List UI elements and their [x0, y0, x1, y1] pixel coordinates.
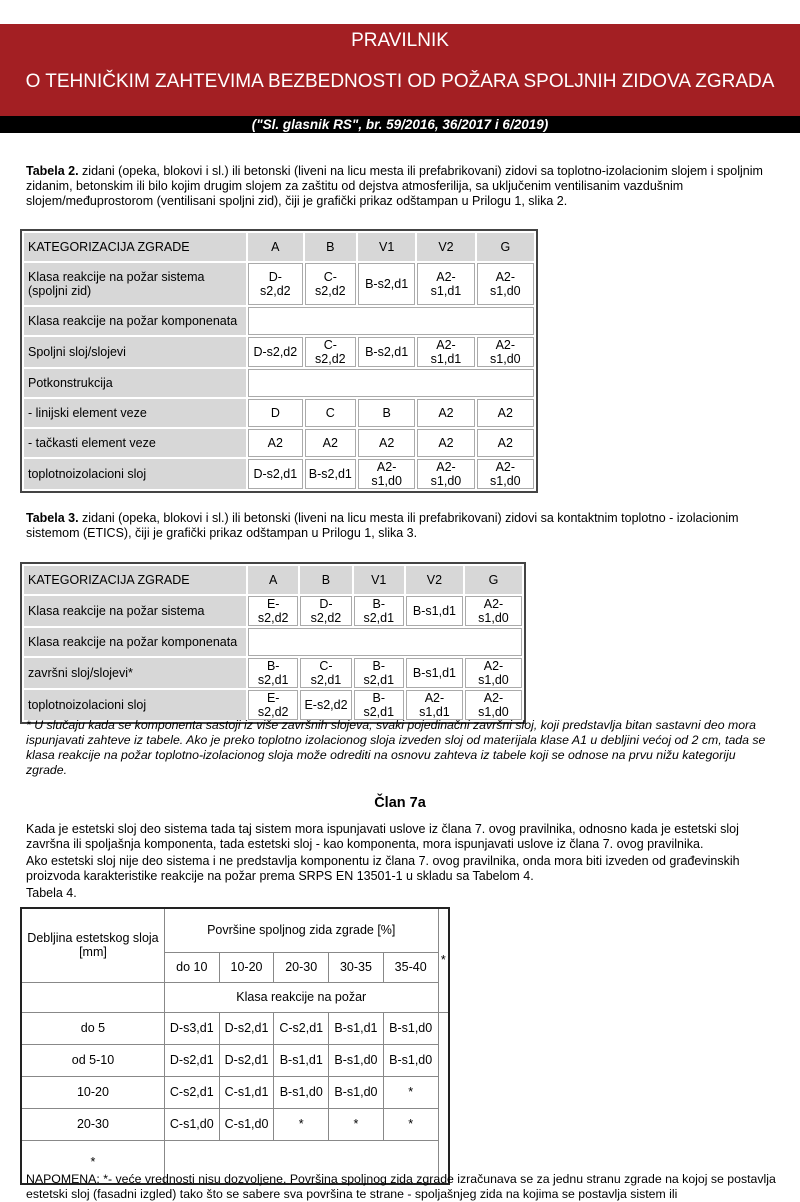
value-cell: *: [329, 1108, 384, 1140]
value-cell: E-s2,d2: [300, 690, 351, 720]
table4-col-4: 35-40: [383, 952, 438, 982]
table3: [20, 562, 526, 724]
value-cell: D- s2,d2: [248, 263, 303, 305]
value-cell: A2: [477, 399, 534, 427]
value-cell: C: [305, 399, 356, 427]
table-row: [24, 429, 534, 457]
value-cell: B-s2,d1: [305, 459, 356, 489]
header-category: KATEGORIZACIJA ZGRADE: [24, 566, 246, 594]
row-label: - tačkasti element veze: [24, 429, 246, 457]
row-label: završni sloj/slojevi*: [24, 658, 246, 688]
document-title: PRAVILNIK: [351, 30, 449, 51]
header-col-2: B: [300, 566, 351, 594]
row-label: Spoljni sloj/slojevi: [24, 337, 246, 367]
value-cell: B-s2,d1: [358, 263, 415, 305]
value-cell: A2: [417, 399, 474, 427]
row-label: Potkonstrukcija: [24, 369, 246, 397]
document-subtitle: O TEHNIČKIM ZAHTEVIMA BEZBEDNOSTI OD POŽARA SPOLJNIH ZIDOVA ZGRADA: [25, 71, 775, 92]
table-row: [24, 690, 522, 720]
header-col-5: G: [465, 566, 522, 594]
value-cell: B-s1,d0: [329, 1044, 384, 1076]
value-cell: A2: [477, 429, 534, 457]
table4-col-0: do 10: [164, 952, 219, 982]
row-label: *: [21, 1140, 164, 1184]
value-cell: C-s2,d2: [305, 263, 356, 305]
table-row: [24, 263, 534, 305]
table2-caption-label: Tabela 2.: [26, 164, 79, 178]
header-col-5: G: [477, 233, 534, 261]
blank-cell: [248, 307, 534, 335]
table3-caption-label: Tabela 3.: [26, 511, 79, 525]
value-cell: D-s2,d1: [219, 1044, 274, 1076]
row-label: 10-20: [21, 1076, 164, 1108]
value-cell: A2: [358, 429, 415, 457]
header-banner: [0, 24, 800, 116]
value-cell: *: [274, 1108, 329, 1140]
header-col-1: A: [248, 233, 303, 261]
value-cell: B-s1,d0: [383, 1044, 438, 1076]
value-cell: C-s1,d1: [219, 1076, 274, 1108]
blank-cell: [248, 628, 522, 656]
table-row: [21, 1108, 449, 1140]
value-cell: B-s2,d1: [358, 337, 415, 367]
value-cell: B-s2,d1: [354, 658, 404, 688]
value-cell: A2-s1,d0: [417, 459, 474, 489]
table-row: [21, 1012, 449, 1044]
table4-group-header: Površine spoljnog zida zgrade [%]: [164, 908, 438, 952]
table4-side-mark: *: [438, 908, 449, 1012]
value-cell: B-s1,d1: [274, 1044, 329, 1076]
value-cell: B-s1,d1: [329, 1012, 384, 1044]
gazette-reference: ("Sl. glasnik RS", br. 59/2016, 36/2017 i 6/2019): [0, 116, 800, 133]
row-label: - linijski element veze: [24, 399, 246, 427]
value-cell: A2-s1,d1: [417, 337, 474, 367]
value-cell: E-s2,d2: [248, 690, 298, 720]
value-cell: D-s2,d2: [300, 596, 351, 626]
value-cell: B-s2,d1: [354, 596, 404, 626]
value-cell: A2: [248, 429, 303, 457]
value-cell: A2-s1,d1: [417, 263, 474, 305]
table-row: [24, 399, 534, 427]
row-label: toplotnoizolacioni sloj: [24, 690, 246, 720]
table4-col-2: 20-30: [274, 952, 329, 982]
table2: [20, 229, 538, 493]
row-label: toplotnoizolacioni sloj: [24, 459, 246, 489]
table4-col-1: 10-20: [219, 952, 274, 982]
row-label: Klasa reakcije na požar sistema: [24, 596, 246, 626]
value-cell: A2-s1,d0: [465, 690, 522, 720]
table-row: [24, 628, 522, 656]
value-cell: D-s2,d1: [164, 1044, 219, 1076]
table-row: [21, 1076, 449, 1108]
table3-caption-text: zidani (opeka, blokovi i sl.) ili betonski (liveni na licu mesta ili prefabrikovani) zidovi sa kontaktnim toplotno - izolacionim sistemom (ETICS), čiji je grafički prikaz odštampan u Prilogu 1, slika 3.: [26, 511, 739, 540]
value-cell: A2-s1,d0: [477, 263, 534, 305]
table4-row-header: Debljina estetskog sloja [mm]: [21, 908, 164, 982]
value-cell: C-s1,d0: [164, 1108, 219, 1140]
value-cell: C-s2,d2: [305, 337, 356, 367]
article-paragraph-1: Kada je estetski sloj deo sistema tada taj sistem mora ispunjavati uslove iz člana 7. ovog pravilnika, odnosno kada je estetski sloj završna ili spoljašnja komponenta, tada estetski sloj - kao komponenta, mora ispunjavati uslove iz člana 7. ovog pravilnika.: [26, 822, 739, 851]
value-cell: B-s2,d1: [354, 690, 404, 720]
value-cell: A2-s1,d0: [477, 459, 534, 489]
row-label: Klasa reakcije na požar komponenata: [24, 628, 246, 656]
row-label: od 5-10: [21, 1044, 164, 1076]
row-label: Klasa reakcije na požar sistema (spoljni zid): [24, 263, 246, 305]
value-cell: A2-s1,d0: [477, 337, 534, 367]
value-cell: C-s2,d1: [274, 1012, 329, 1044]
row-label: Klasa reakcije na požar komponenata: [24, 307, 246, 335]
row-label: do 5: [21, 1012, 164, 1044]
value-cell: D: [248, 399, 303, 427]
table-row: [24, 369, 534, 397]
table4-title: Tabela 4.: [26, 886, 77, 900]
value-cell: D-s2,d1: [248, 459, 303, 489]
value-cell: E-s2,d2: [248, 596, 298, 626]
value-cell: B-s2,d1: [248, 658, 298, 688]
table4-blank: [21, 982, 164, 1012]
row-label: 20-30: [21, 1108, 164, 1140]
value-cell: B-s1,d1: [406, 658, 463, 688]
blank-cell: [248, 369, 534, 397]
table-row: [21, 1044, 449, 1076]
table-row: [24, 658, 522, 688]
table4: [20, 907, 450, 1185]
header-col-3: V1: [354, 566, 404, 594]
value-cell: B-s1,d1: [406, 596, 463, 626]
value-cell: A2: [417, 429, 474, 457]
value-cell: C-s2,d1: [300, 658, 351, 688]
value-cell: C-s2,d1: [164, 1076, 219, 1108]
article-heading: Član 7a: [374, 795, 426, 811]
header-category: KATEGORIZACIJA ZGRADE: [24, 233, 246, 261]
value-cell: A2-s1,d1: [406, 690, 463, 720]
header-col-3: V1: [358, 233, 415, 261]
value-cell: B-s1,d0: [383, 1012, 438, 1044]
table4-sub-header: Klasa reakcije na požar: [164, 982, 438, 1012]
table-row: [24, 596, 522, 626]
value-cell: A2-s1,d0: [358, 459, 415, 489]
value-cell: D-s2,d1: [219, 1012, 274, 1044]
table-row: [24, 459, 534, 489]
value-cell: *: [383, 1108, 438, 1140]
value-cell: B-s1,d0: [274, 1076, 329, 1108]
value-cell: D-s3,d1: [164, 1012, 219, 1044]
article-paragraph-2: Ako estetski sloj nije deo sistema i ne predstavlja komponentu iz člana 7. ovog pravilnika, onda mora biti izveden od građevinskih proizvoda karakteristike reakcije na požar prema SRPS EN 13501-1 u skladu sa Tabelom 4.: [26, 854, 740, 883]
value-cell: A2-s1,d0: [465, 658, 522, 688]
header-col-2: B: [305, 233, 356, 261]
header-col-1: A: [248, 566, 298, 594]
table2-caption: [26, 164, 774, 209]
table2-caption-text: zidani (opeka, blokovi i sl.) ili betonski (liveni na licu mesta ili prefabrikovani) zidovi sa toplotno-izolacionim slojem i spoljnim zidanim, betonskim ili bilo kojim drugim slojem za zaštitu od dejstva atmosferilija, sa uključenim ventilisanim vazdušnim slojem/međuprostorom (ventilisani spoljni zid), čiji je grafički prikaz odštampan u Prilogu 1, slika 2.: [26, 164, 763, 208]
value-cell: D-s2,d2: [248, 337, 303, 367]
value-cell: B-s1,d0: [329, 1076, 384, 1108]
header-col-4: V2: [417, 233, 474, 261]
value-cell: A2: [305, 429, 356, 457]
value-cell: A2-s1,d0: [465, 596, 522, 626]
footer-note: NAPOMENA: *- veće vrednosti nisu dozvoljene. Površina spoljnog zida zgrade izračunava se za jednu stranu zgrade na kojoj se postavlja estetski sloj (fasadni izgled) tako što se sabere sva površina te strane - spoljašnjeg zida na kojima se postavlja sistem ili: [26, 1172, 776, 1201]
value-cell: C-s1,d0: [219, 1108, 274, 1140]
value-cell: *: [383, 1076, 438, 1108]
header-col-4: V2: [406, 566, 463, 594]
table4-col-3: 30-35: [329, 952, 384, 982]
table3-note: * U slučaju kada se komponenta sastoji iz više završnih slojeva, svaki pojedinačni završni sloj, koji predstavlja bitan sastavni deo mora ispunjavati zahteve iz tabele. Ako je preko toplotno izolacionog sloja izveden sloj od materijala klase A1 u debljini većoj od 2 cm, tada se klasa reakcije na požar toplotno-izolacionog sloja može odrediti na osnovu zahteva iz tabele koji se odnose na prvu nižu kategoriju zgrade.: [26, 718, 766, 777]
table-row: [24, 307, 534, 335]
value-cell: B: [358, 399, 415, 427]
table-row: [24, 337, 534, 367]
table3-caption: [26, 511, 774, 541]
